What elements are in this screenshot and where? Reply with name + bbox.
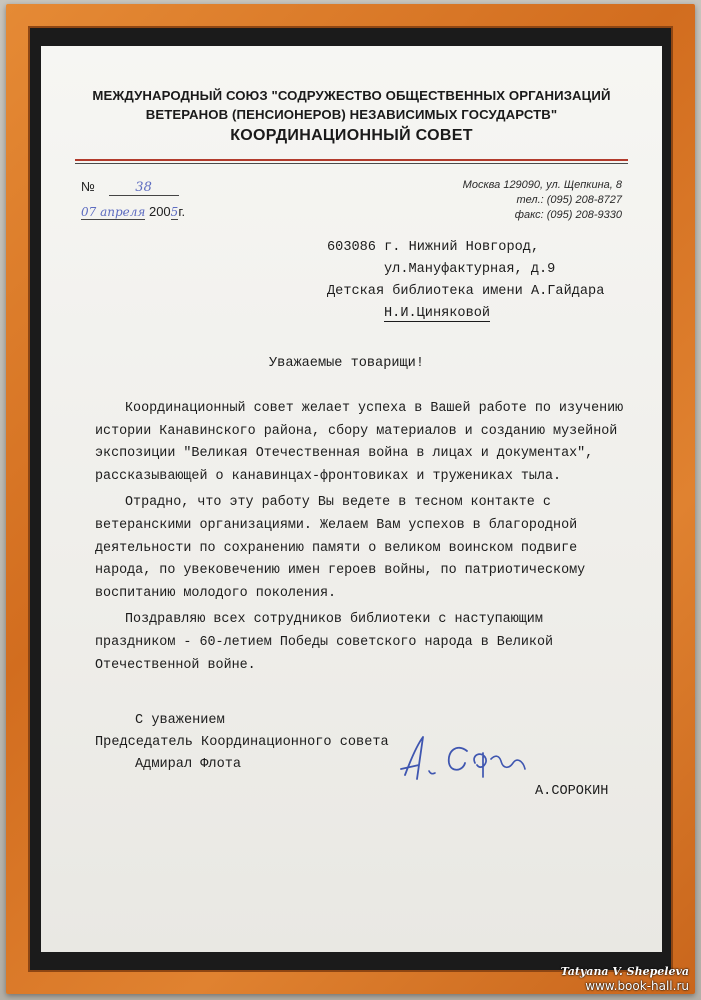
letter-body: [95, 398, 631, 677]
photo-watermark: [561, 964, 689, 994]
handwritten-signature: [391, 729, 541, 789]
recipient-block: [327, 237, 604, 325]
number-label: №: [81, 179, 95, 194]
recipient-person: Н.И.Циняковой: [384, 306, 491, 321]
letterhead-rule-dark: [75, 163, 628, 164]
watermark-author: Tatyana V. Shepeleva: [560, 965, 689, 978]
letter-sheet: [41, 46, 662, 952]
recipient-library: Детская библиотека имени А.Гайдара: [327, 284, 605, 299]
address-phone: тел.: (095) 208-8727: [516, 194, 622, 206]
address-fax: факс: (095) 208-9330: [514, 209, 622, 221]
body-paragraph-3: Поздравляю всех сотрудников библиотеки с наступающим праздником - 60-летием Победы советского народа в Великой Отечественной войне.: [95, 612, 554, 673]
closing-block: [95, 710, 389, 776]
recipient-city: 603086 г. Нижний Новгород,: [327, 240, 540, 255]
closing-position: Председатель Координационного совета: [95, 735, 389, 750]
number-handwritten: 38: [109, 180, 179, 196]
org-name-line-2: ВЕТЕРАНОВ (ПЕНСИОНЕРОВ) НЕЗАВИСИМЫХ ГОСУДАРСТВ": [145, 107, 558, 122]
recipient-street: ул.Мануфактурная, д.9: [384, 262, 556, 277]
council-name: КООРДИНАЦИОННЫЙ СОВЕТ: [230, 127, 473, 144]
sender-address: [463, 178, 622, 223]
letterhead-rule-red: [75, 159, 628, 161]
salutation: Уважаемые товарищи!: [269, 356, 424, 371]
year-prefix: 200: [148, 204, 171, 219]
signer-name: А.СОРОКИН: [535, 784, 609, 799]
year-unit: г.: [178, 204, 186, 219]
year-handwritten: 5: [170, 205, 179, 219]
closing-rank: Адмирал Флота: [135, 757, 242, 772]
letterhead: [41, 86, 662, 145]
body-paragraph-1: Координационный совет желает успеха в Вашей работе по изучению истории Канавинского района, сбору материалов и созданию музейной экспозиции "Великая Отечественная война в лицах и документах", рассказывающей о канавинцах-фронтовиках и тружениках тыла.: [95, 401, 624, 484]
watermark-site: www.book-hall.ru: [585, 979, 689, 993]
registration-number: [81, 179, 179, 196]
address-street: Москва 129090, ул. Щепкина, 8: [462, 179, 622, 191]
registration-date: [81, 204, 185, 220]
closing-regards: С уважением: [135, 713, 225, 728]
body-paragraph-2: Отрадно, что эту работу Вы ведете в тесном контакте с ветеранскими организациями. Желаем Вам успехов в благородной деятельности по сохранению памяти о великом воинском подвиге народа, по увековечению имен героев войны, по патриотическому воспитанию молодого поколения.: [95, 495, 586, 601]
org-name-line-1: МЕЖДУНАРОДНЫЙ СОЮЗ "СОДРУЖЕСТВО ОБЩЕСТВЕННЫХ ОРГАНИЗАЦИЙ: [92, 88, 611, 103]
date-handwritten: 07 апреля: [81, 205, 146, 219]
